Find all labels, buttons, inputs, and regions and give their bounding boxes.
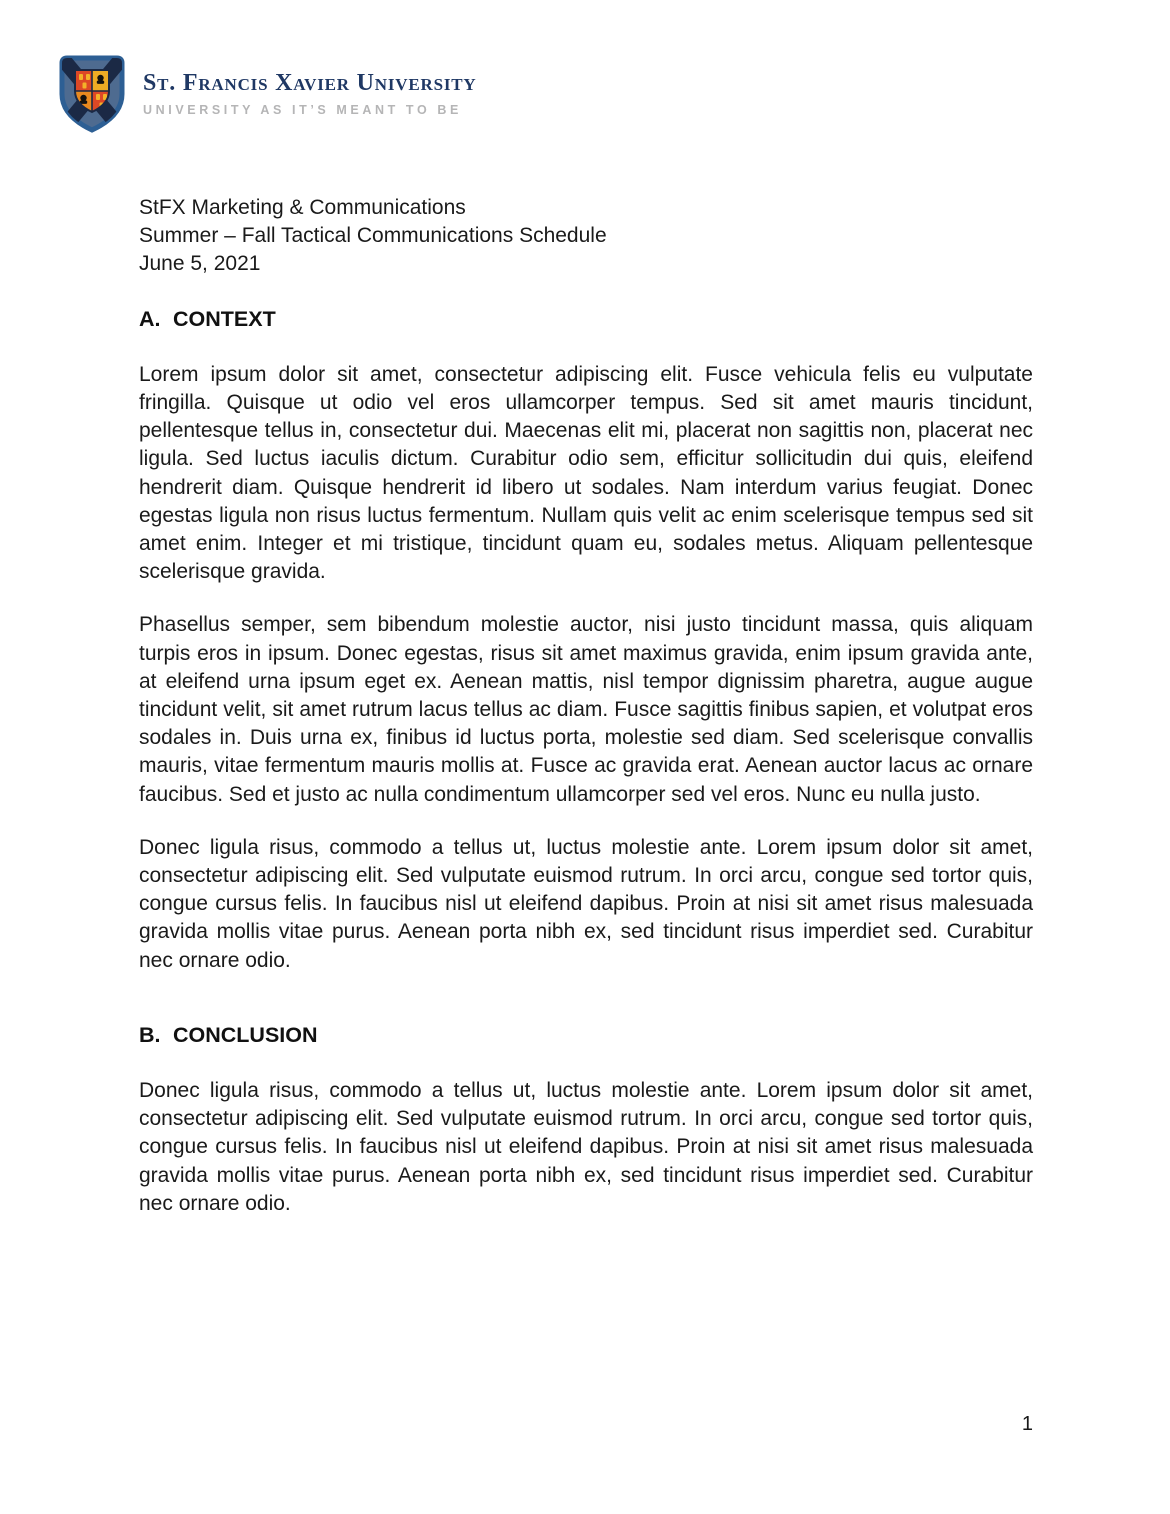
memo-org-line: StFX Marketing & Communications (139, 196, 466, 219)
section-title: CONCLUSION (173, 1022, 318, 1047)
paragraph: Donec ligula risus, commodo a tellus ut, luctus molestie ante. Lorem ipsum dolor sit amet, consectetur adipiscing elit. Sed vulputate euismod rutrum. In orci arcu, congue sed tortor quis, congue cursus felis. In faucibus nisl ut eleifend dapibus. Proin at nisi sit amet risus malesuada gravida mollis vitae purus. Aenean porta nibh ex, sed tincidunt risus imperdiet sed. Curabitur nec ornare odio. (139, 835, 1033, 972)
paragraph: Phasellus semper, sem bibendum molestie auctor, nisi justo tincidunt massa, quis aliquam turpis eros in ipsum. Donec egestas, risus sit amet maximus gravida, enim ipsum gravida ante, at eleifend urna ipsum eget ex. Aenean mattis, nisl tempor dignissim pharetra, augue augue tincidunt velit, sit amet rutrum lacus tellus ac diam. Fusce sagittis finibus sapien, et volutpat eros sodales in. Duis urna ex, finibus id luctus porta, molestie sed diam. Sed scelerisque convallis mauris, vitae fermentum mauris mollis at. Fusce ac gravida erat. Aenean auctor lacus ac ornare faucibus. Sed et justo ac nulla condimentum ullamcorper sed vel eros. Nunc eu nulla justo. (139, 613, 1033, 806)
paragraph: Lorem ipsum dolor sit amet, consectetur adipiscing elit. Fusce vehicula felis eu vulputate fringilla. Quisque ut odio vel eros ullamcorper tempus. Sed sit amet mauris tincidunt, pellentesque tellus in, consectetur dui. Maecenas elit mi, placerat non sagittis non, placerat nec ligula. Sed luctus iaculis dictum. Curabitur odio sem, efficitur sollicitudin dui quis, eleifend hendrerit diam. Quisque hendrerit id libero ut sodales. Nam interdum varius feugiat. Donec egestas ligula non risus luctus fermentum. Nullam quis velit ac enim scelerisque tempus sed sit amet enim. Integer et mi tristique, tincidunt quam eu, sodales metus. Aliquam pellentesque scelerisque gravida. (139, 362, 1033, 584)
section-letter: B. (139, 1022, 161, 1047)
section-letter: A. (139, 306, 161, 331)
university-logo (58, 54, 476, 134)
memo-date-line: June 5, 2021 (139, 252, 261, 276)
section-heading-context (139, 305, 1033, 333)
memo-subject-line: Summer – Fall Tactical Communications Schedule (139, 224, 607, 248)
document-body (139, 194, 1033, 1218)
university-wordmark: St. Francis Xavier University (143, 70, 477, 97)
section-heading-conclusion (139, 1021, 1033, 1049)
memo-header (139, 194, 1033, 279)
section-title: CONTEXT (173, 306, 276, 331)
page-number: 1 (1021, 1413, 1033, 1435)
paragraph: Donec ligula risus, commodo a tellus ut, luctus molestie ante. Lorem ipsum dolor sit amet, consectetur adipiscing elit. Sed vulputate euismod rutrum. In orci arcu, congue sed tortor quis, congue cursus felis. In faucibus nisl ut eleifend dapibus. Proin at nisi sit amet risus malesuada gravida mollis vitae purus. Aenean porta nibh ex, sed tincidunt risus imperdiet sed. Curabitur nec ornare odio. (139, 1079, 1033, 1215)
university-crest-icon (58, 54, 126, 134)
university-tagline: UNIVERSITY AS IT’S MEANT TO BE (143, 102, 462, 117)
university-logo-text (143, 71, 476, 116)
